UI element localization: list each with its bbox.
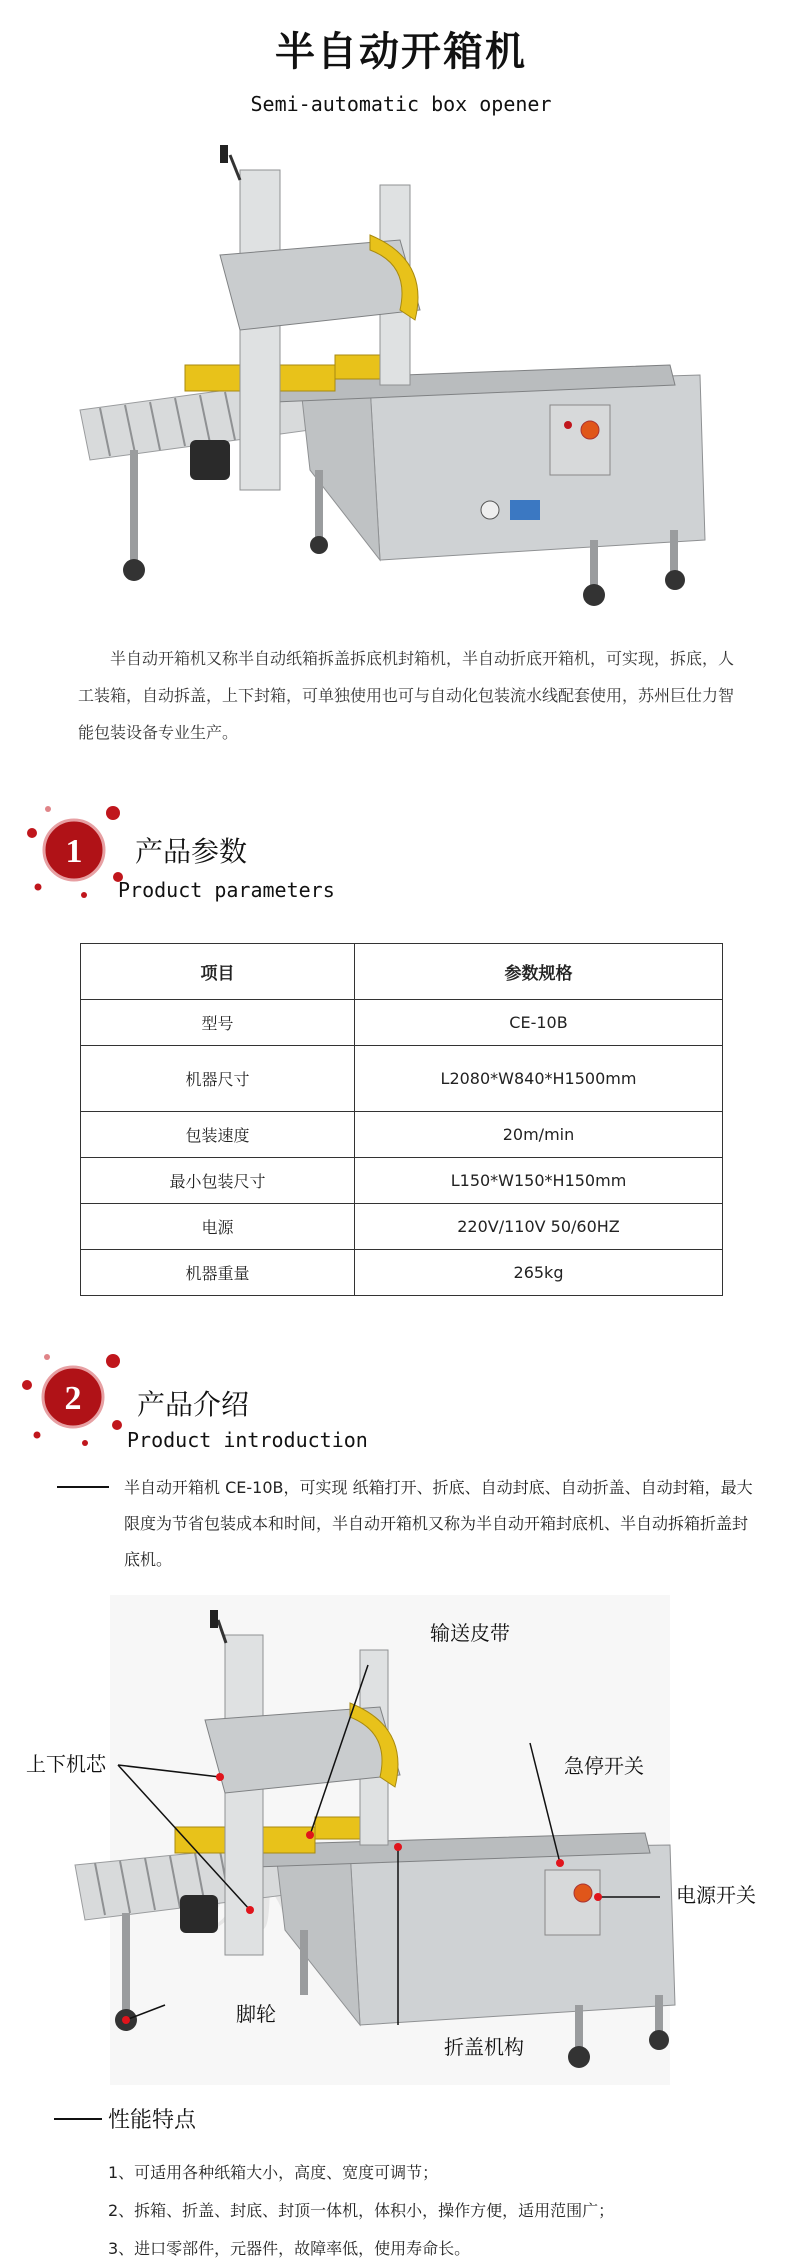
table-header-spec: 参数规格 [355, 944, 723, 1000]
page-title: 半自动开箱机 [275, 29, 527, 75]
section-badge-2 [15, 1345, 125, 1455]
feature-item: 1、可适用各种纸箱大小，高度、宽度可调节； [108, 2163, 439, 2182]
label-fold-mechanism: 折盖机构 [444, 2035, 524, 2059]
machine-photo [70, 140, 710, 610]
table-cell-value: L150*W150*H150mm [355, 1158, 723, 1204]
table-header-item: 项目 [81, 944, 355, 1000]
section-title-intro: 产品介绍 [137, 1388, 250, 1421]
table-row [81, 1158, 723, 1204]
intro-paragraph: 半自动开箱机又称半自动纸箱拆盖拆底机封箱机，半自动折底开箱机，可实现，拆底，人工装箱，自动拆盖，上下封箱，可单独使用也可与自动化包装流水线配套使用，苏州巨仕力智能包装设备专业生产。 [78, 649, 735, 742]
section-subtitle-intro: Product introduction [127, 1428, 368, 1452]
features-dash [54, 2118, 102, 2120]
label-power-switch: 电源开关 [676, 1883, 756, 1907]
feature-item: 3、进口零部件，元器件，故障率低，使用寿命长。 [108, 2239, 471, 2258]
section-number-2: 2 [64, 1380, 82, 1417]
table-cell-label: 包装速度 [81, 1112, 355, 1158]
label-updown-core: 上下机芯 [26, 1752, 106, 1776]
table-cell-label: 最小包装尺寸 [81, 1158, 355, 1204]
table-header-row [81, 944, 723, 1000]
table-cell-label: 型号 [81, 1000, 355, 1046]
section2-dash [57, 1486, 109, 1488]
section-title-params: 产品参数 [135, 835, 248, 868]
table-row [81, 1112, 723, 1158]
table-cell-value: 265kg [355, 1250, 723, 1296]
table-row [81, 1204, 723, 1250]
table-cell-label: 机器重量 [81, 1250, 355, 1296]
label-conveyor-belt: 输送皮带 [430, 1621, 510, 1645]
table-cell-value: 20m/min [355, 1112, 723, 1158]
table-row [81, 1000, 723, 1046]
section-badge-1 [18, 795, 128, 905]
table-cell-label: 电源 [81, 1204, 355, 1250]
params-table [80, 943, 723, 1296]
intro-description: 半自动开箱机 CE-10B，可实现 纸箱打开、折底、自动封底、自动折盖、自动封箱，最大限度为节省包装成本和时间，半自动开箱机又称为半自动开箱封底机、半自动拆箱折盖封底机。 [124, 1478, 753, 1569]
table-cell-label: 机器尺寸 [81, 1046, 355, 1112]
features-title: 性能特点 [108, 2108, 197, 2133]
section-subtitle-params: Product parameters [118, 878, 335, 902]
table-cell-value: L2080*W840*H1500mm [355, 1046, 723, 1112]
table-row [81, 1046, 723, 1112]
table-cell-value: CE-10B [355, 1000, 723, 1046]
feature-item: 2、拆箱、折盖、封底、封顶一体机，体积小，操作方便，适用范围广； [108, 2201, 615, 2220]
section-number-1: 1 [65, 833, 83, 870]
table-cell-value: 220V/110V 50/60HZ [355, 1204, 723, 1250]
table-row [81, 1250, 723, 1296]
page-subtitle: Semi-automatic box opener [250, 92, 552, 116]
annotated-machine-diagram [70, 1595, 730, 2085]
label-caster: 脚轮 [236, 2002, 276, 2026]
label-emergency-stop: 急停开关 [564, 1754, 644, 1778]
